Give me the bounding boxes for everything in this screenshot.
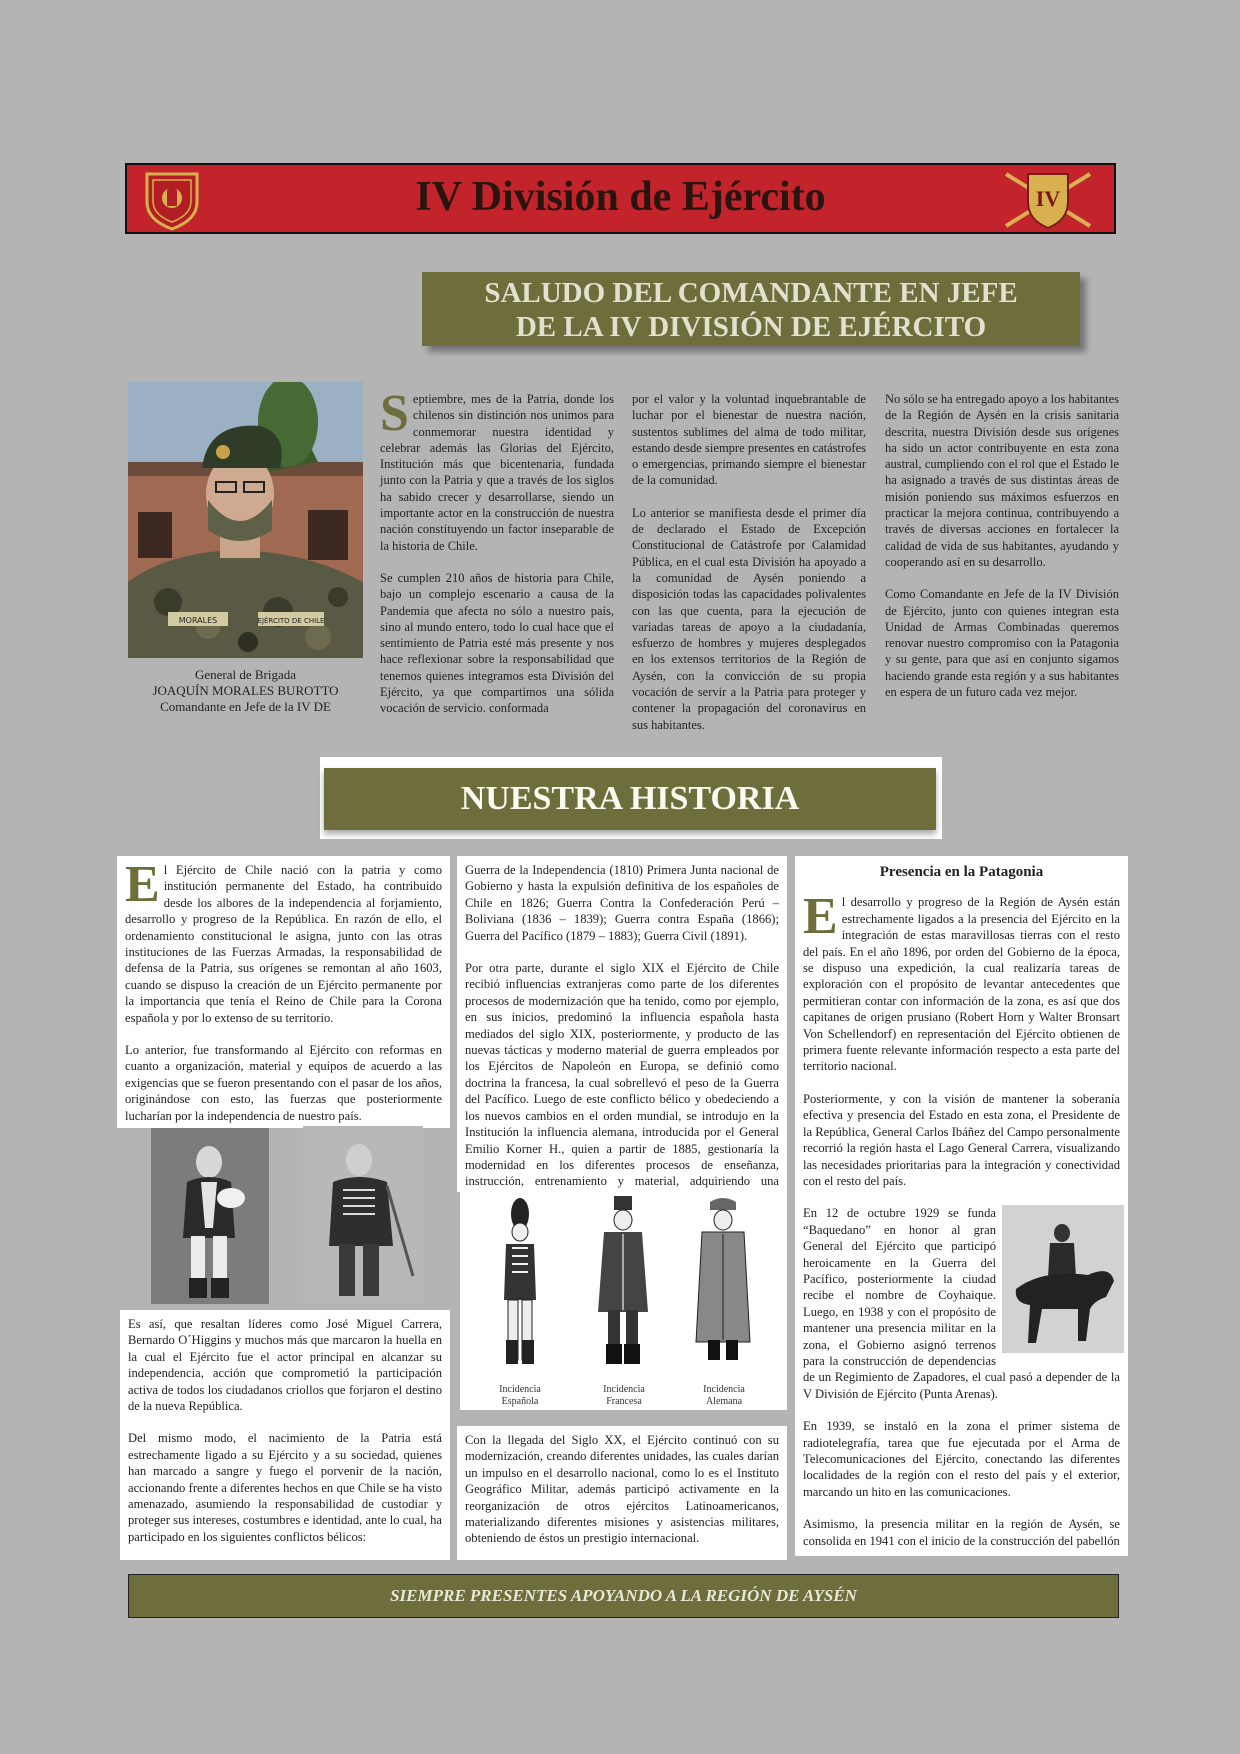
paragraph: En 1939, se instaló en la zona el primer sistema de radiotelegrafía, tarea que fue ejecutada por el Arma de Telecomunicaciones del Ejército, conectando las diferentes localidades de la región con el resto del país y el exterior, marcando un hito en las comunicaciones. — [803, 1419, 1120, 1499]
spanish-soldier-illustration — [490, 1192, 550, 1370]
patagonia-title: Presencia en la Patagonia — [879, 864, 1044, 880]
paragraph: Del mismo modo, el nacimiento de la Patria está estrechamente ligado a su Ejército y a su sociedad, quienes han marcado a sangre y fuego el porvenir de la nación, accionando frente a diferentes hechos en que Chile se ha visto amenazado, asumiendo la responsabilidad de custodiar y proteger sus intereses, costumbres e identidad, ante lo cual, ha participado en los siguientes conflictos bélicos: — [128, 1431, 442, 1544]
crest-label: IV — [1035, 186, 1061, 211]
paragraph: Lo anterior, fue transformando al Ejército con reformas en cuanto a organización, material y equipos de acuerdo a las exigencias que se fueron presentando con el pasar de los años, originándose con esto, las fuerzas que posteriormente lucharían por la independencia de nuestro país. — [125, 1043, 442, 1123]
historia-middle-bottom — [457, 1426, 787, 1560]
influence-caption-german: Incidencia Alemana — [703, 1384, 745, 1407]
commander-caption — [128, 667, 363, 715]
iv-division-crest-icon — [1000, 168, 1096, 232]
paragraph: Posteriormente, y con la visión de mantener la soberanía efectiva y presencia del Estado en esta zona, el Presidente de la República, General Carlos Ibáñez del Campo personalmente recorrió la región hasta el Lago General Carrera, visualizando las necesidades prioritarias para la integración y conectividad con el resto del país. — [803, 1091, 1120, 1188]
historia-middle-top — [457, 856, 787, 1192]
paragraph: eptiembre, mes de la Patria, donde los chilenos sin distinción nos unimos para conmemorar nuestra identidad y celebrar además las Glorias del Ejército, Institución más que bicentenaria, fundada junto con la Patria y que a través de los siglos ha sabido crecer y desarrollarse, siendo un importante actor en la construcción de nuestra nación constituyendo un factor inseparable de la historia de Chile. — [380, 392, 614, 553]
saludo-title-line2: DE LA IV DIVISIÓN DE EJÉRCITO — [515, 311, 987, 343]
page-header — [125, 163, 1116, 234]
saludo-title-line1: SALUDO DEL COMANDANTE EN JEFE — [484, 277, 1018, 309]
saludo-column-3 — [885, 391, 1119, 716]
svg-text:EJÉRCITO DE CHILE: EJÉRCITO DE CHILE — [257, 617, 325, 625]
svg-text:MORALES: MORALES — [178, 616, 218, 625]
paragraph: Lo anterior se manifiesta desde el primer día de declarado el Estado de Excepción Constitucional de Catástrofe por Calamidad Pública, en el cual esta División ha apoyado a la comunidad de Aysén poniendo a disposición todas las capacidades polivalentes con las que cuenta, para la ejecución de variadas tareas de apoyo a la ciudadanía, esfuerzo de hombres y mujeres desplegados en los extensos territorios de la Región de Aysén, con la convicción de su propia vocación de servir a la Patria para proteger y contener la propagación del coronavirus en sus habitantes. — [632, 505, 866, 732]
saludo-column-1 — [380, 385, 614, 733]
paragraph: por el valor y la voluntad inquebrantable de luchar por el bienestar de nuestra nación, sustentos sublimes del alma de todo militar, estando desde siempre presentes en catástrofes o emergencias, primando siempre el bienestar de la comunidad. — [632, 392, 866, 488]
paragraph: No sólo se ha entregado apoyo a los habitantes de la Región de Aysén en la crisis sanitaria descrita, nuestra División desde sus orígenes ha sido un actor contribuyente en esta zona austral, cumpliendo con el rol que el Estado le ha asignado a través de sus distintas áreas de misión poniendo sus máximos esfuerzos en practicar la mejora continua, contribuyendo a través de diversas acciones en fortalecer la calidad de vida de sus habitantes, ayudando y cooperando así en su desarrollo. — [885, 392, 1119, 569]
baquedano-equestrian-image — [1002, 1205, 1124, 1353]
footer-banner: SIEMPRE PRESENTES APOYANDO A LA REGIÓN DE AYSÉN — [128, 1574, 1119, 1618]
saludo-banner — [422, 272, 1080, 346]
german-soldier-illustration — [688, 1192, 758, 1370]
paragraph: Es así, que resaltan líderes como José Miguel Carrera, Bernardo O´Higgins y muchos más que marcaron la huella en la cual el Ejército fue el actor principal en alcanzar su independencia, acción que comprometió la participación activa de todos los ciudadanos criollos que forjaron el destino de la nueva República. — [128, 1317, 442, 1414]
commander-portrait-image — [128, 382, 363, 658]
dropcap: E — [803, 888, 838, 946]
commander-photo — [128, 382, 363, 658]
historia-right — [795, 856, 1128, 1556]
paragraph: Asimismo, la presencia militar en la región de Aysén, se consolida en 1941 con el inicio de la construcción del pabellón — [803, 1517, 1120, 1548]
paragraph: En 12 de octubre 1929 se funda “Baquedano” en honor al gran General del Ejército que participó heroicamente en la Guerra del Pacífico, posteriormente la ciudad recibe el nombre de Coyhaique. Luego, en 1938 y con el propósito de mantener una presencia militar en la zona, el Gobierno asignó terrenos para la construcción de dependencias de un Regimiento de Zapadores, el cual pasó a depender de la V División de Ejército (Punta Arenas). — [803, 1206, 1120, 1401]
paragraph: Guerra de la Independencia (1810) Primera Junta nacional de Gobierno y hasta la expulsión definitiva de los españoles de Chile en 1826; Guerra Contra la Confederación Perú – Boliviana (1836 – 1839); Guerra contra España (1866); Guerra del Pacífico (1879 – 1883); Guerra Civil (1891). — [465, 863, 779, 943]
historia-banner: NUESTRA HISTORIA — [324, 768, 936, 830]
influences-figure — [460, 1188, 787, 1410]
portrait-bernardo-ohiggins — [303, 1126, 423, 1304]
paragraph: Con la llegada del Siglo XX, el Ejército continuó con su modernización, creando diferentes unidades, las cuales darían un impulso en el desarrollo nacional, como lo es el Instituto Geográfico Militar, además participó activamente en la reorganización de otros ejércitos Latinoamericanos, materializando diferentes misiones y asistencias militares, obteniendo de éstos un prestigio internacional. — [465, 1433, 779, 1546]
influence-caption-french: Incidencia Francesa — [603, 1384, 645, 1407]
dropcap: E — [125, 856, 160, 913]
historia-left-top — [117, 856, 450, 1128]
paragraph: Por otra parte, durante el siglo XIX el Ejército de Chile recibió influencias extranjeras como parte de los diferentes procesos de modernización que ha tenido, como por ejemplo, en sus inicios, predominó la influencia española hasta mediados del siglo XIX, posteriormente, y producto de las nuevas tácticas y moderno material de guerra empleados por los Ejércitos de Napoleón en Europa, se definió como doctrina la francesa, la cual sobrellevó el peso de la Guerra del Pacífico. Luego de este conflicto bélico y obedeciendo a los nuevos cambios en el orden mundial, se introdujo en la Institución la influencia alemana, introducida por el General Emilio Korner H., quien a partir de 1885, gestionaría la modernidad en los diferentes procesos de enseñanza, instrucción, entrenamiento y material, adquiriendo una — [465, 961, 779, 1189]
page-title: IV División de Ejército — [415, 174, 826, 220]
dropcap: S — [380, 385, 409, 442]
paragraph: Como Comandante en Jefe de la IV División de Ejército, junto con quienes integran esta Unidad de Armas Combinadas queremos renovar nuestro compromiso con la Patagonia y su gente, para que así en conjunto sigamos haciendo grande esta región y a sus habitantes en espera de un futuro cada vez mejor. — [885, 587, 1119, 700]
portrait-jose-miguel-carrera — [151, 1128, 269, 1304]
paragraph: Se cumplen 210 años de historia para Chile, bajo un complejo escenario a causa de la Pandemia que afecta no sólo a nuestro país, sino al mundo entero, todo lo cual hace que el sentimiento de Patria esté más presente y nos hace reflexionar sobre la responsabilidad que tenemos quienes integramos esta División del Ejército, ya que compartimos una sólida vocación de servicio. conformada — [380, 570, 614, 716]
commander-role: Comandante en Jefe de la IV DE — [160, 699, 331, 714]
historia-left-bottom — [120, 1310, 450, 1560]
french-soldier-illustration — [588, 1192, 658, 1370]
commander-rank: General de Brigada — [194, 667, 297, 682]
historic-officer-portrait-image — [151, 1128, 269, 1304]
commander-name: JOAQUÍN MORALES BUROTTO — [152, 683, 339, 698]
historic-officer-portrait-image — [303, 1126, 423, 1304]
paragraph: l Ejército de Chile nació con la patria y como institución permanente del Estado, ha contribuido desde los albores de la independencia al forjamiento, desarrollo y progreso de la República. En razón de ello, el ordenamiento constitucional le asigna, junto con las otras instituciones de las Fuerzas Armadas, la responsabilidad de defensa de la Patria, sus orígenes se remontan al año 1603, cuando se dispuso la creación de un Ejército permanente por la importancia que tenía el Reino de Chile para la Corona española y por lo extenso de su territorio. — [125, 863, 442, 1025]
paragraph: l desarrollo y progreso de la Región de Aysén están estrechamente ligados a la presencia del Ejército en la integración de estas maravillosas tierras con el resto del país. En el año 1896, por orden del Gobierno de la época, se dispuso una expedición, la cual realizaría tareas de exploración con el propósito de levantar antecedentes que permitieran contar con información de la zona, es así que dos capitanes de origen prusiano (Robert Horn y Walter Bronsart Von Schellendorf) en representación del Ejército obtienen de primera fuente relevante información respecto a esta parte del territorio nacional. — [803, 895, 1120, 1074]
saludo-column-2 — [632, 391, 866, 749]
influence-caption-spanish: Incidencia Española — [499, 1384, 541, 1407]
